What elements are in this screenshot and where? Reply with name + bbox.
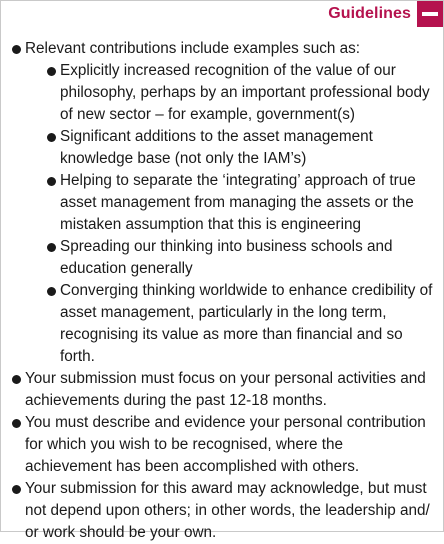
- bullet-icon: [12, 419, 21, 428]
- bullet-icon: [47, 177, 56, 186]
- guidelines-content: [10, 38, 433, 544]
- panel-title: Guidelines: [328, 5, 411, 22]
- example-item: [25, 236, 433, 280]
- example-text: Significant additions to the asset management knowledge base (not only the IAM’s): [60, 128, 373, 167]
- collapse-button[interactable]: [417, 1, 443, 27]
- guideline-text: Your submission for this award may acknowledge, but must not depend upon others; in other words, the leadership and/ or work should be your own.: [25, 480, 430, 541]
- example-text: Explicitly increased recognition of the value of our philosophy, perhaps by an important professional body of new sector – for example, government(s): [60, 62, 430, 123]
- bullet-icon: [12, 485, 21, 494]
- bullet-icon: [47, 67, 56, 76]
- list-item-intro: [10, 38, 433, 368]
- bullet-icon: [12, 45, 21, 54]
- example-text: Converging thinking worldwide to enhance credibility of asset management, particularly in the long term, recognising its value as more than financial and so forth.: [60, 282, 433, 365]
- example-item: [25, 170, 433, 236]
- guideline-text: Your submission must focus on your personal activities and achievements during the past 12-18 months.: [25, 370, 426, 409]
- minus-icon: [422, 12, 438, 16]
- example-item: [25, 280, 433, 368]
- bullet-icon: [47, 133, 56, 142]
- bullet-icon: [47, 287, 56, 296]
- example-item: [25, 126, 433, 170]
- example-text: Spreading our thinking into business schools and education generally: [60, 238, 393, 277]
- bullet-icon: [12, 375, 21, 384]
- guideline-item: [10, 478, 433, 544]
- guidelines-list: [10, 38, 433, 544]
- examples-list: [25, 60, 433, 368]
- guideline-item: [10, 412, 433, 478]
- example-item: [25, 60, 433, 126]
- guideline-text: You must describe and evidence your personal contribution for which you wish to be recognised, where the achievement has been accomplished with others.: [25, 414, 426, 475]
- intro-text: Relevant contributions include examples such as:: [25, 40, 361, 57]
- panel-header: [328, 1, 443, 27]
- example-text: Helping to separate the ‘integrating’ approach of true asset management from managing the assets or the mistaken assumption that this is engineering: [60, 172, 416, 233]
- guideline-item: [10, 368, 433, 412]
- bullet-icon: [47, 243, 56, 252]
